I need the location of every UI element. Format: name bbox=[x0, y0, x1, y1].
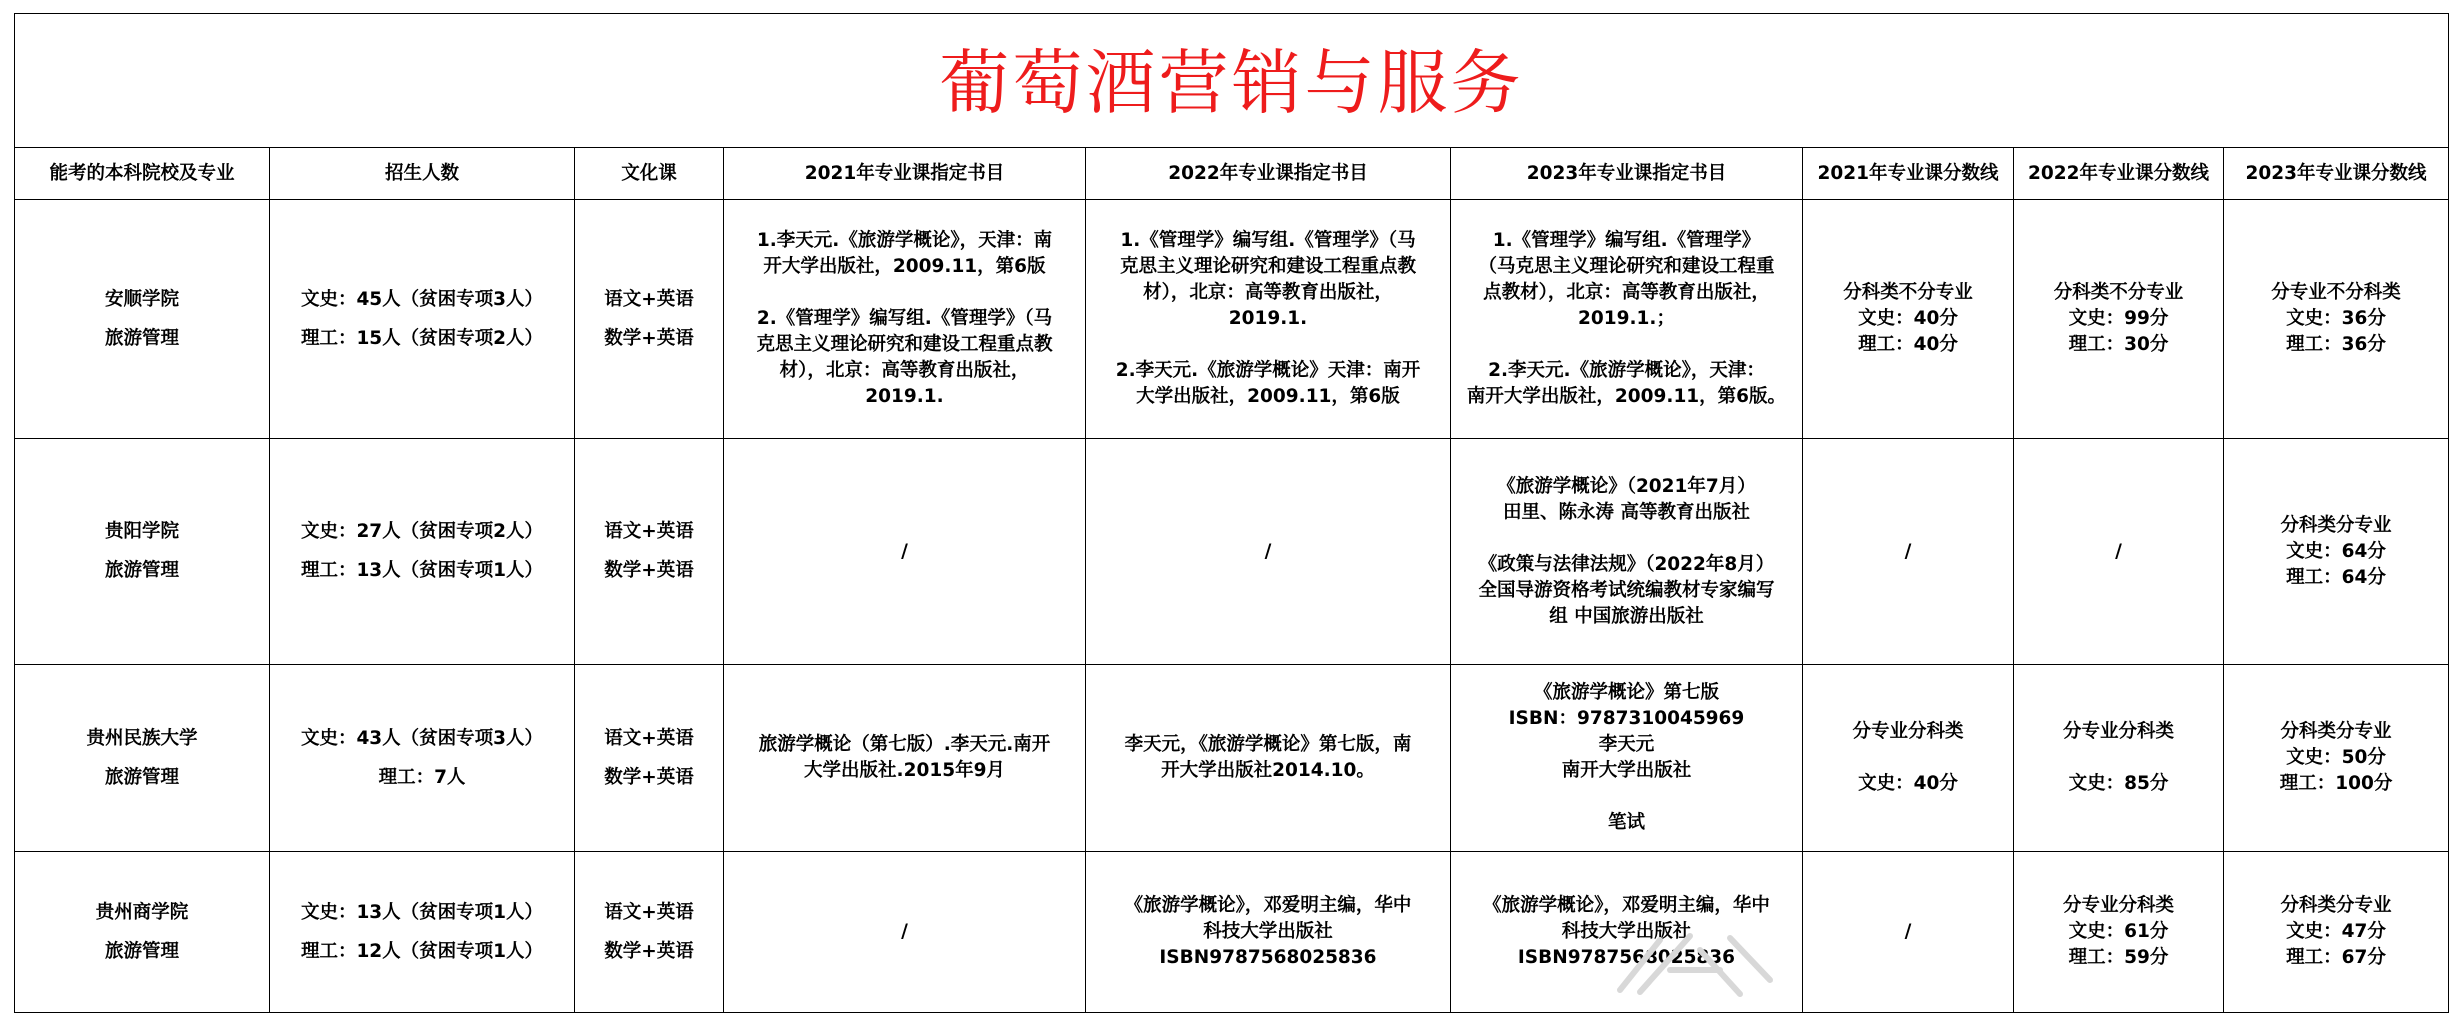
col-header-books-2023: 2023年专业课指定书目 bbox=[1451, 148, 1803, 200]
cell-text-line: 文史：13人（贫困专项1人） bbox=[300, 901, 544, 923]
cell-text-line: 理工：7人 bbox=[378, 766, 466, 788]
cell-text-line: 1.李天元.《旅游学概论》，天津：南 bbox=[756, 230, 1053, 251]
cell-text-line: 2.《管理学》编写组.《管理学》（马 bbox=[756, 308, 1053, 329]
score-2022-cell bbox=[2014, 665, 2224, 852]
cell-text-line: 李天元，《旅游学概论》第七版，南 bbox=[1124, 734, 1412, 755]
cell-text-line: 贵州民族大学 bbox=[86, 727, 198, 749]
line-spacer bbox=[1809, 745, 2007, 771]
cell-text-line: 《旅游学概论》（2021年7月） bbox=[1497, 475, 1756, 497]
score-2023-cell bbox=[2224, 439, 2449, 665]
cell-text-line: 文史：47分 bbox=[2286, 921, 2386, 942]
books-2021-cell bbox=[724, 852, 1086, 1013]
cell-text-line: 克思主义理论研究和建设工程重点教 bbox=[1119, 256, 1416, 277]
cell-text-line: 材），北京：高等教育出版社， bbox=[1143, 282, 1393, 303]
cell-text-line: 分科类不分专业 bbox=[2053, 282, 2184, 303]
cell-text-line: 语文+英语 bbox=[604, 901, 694, 923]
subjects-cell bbox=[575, 665, 724, 852]
cell-text-line: 理工：12人（贫困专项1人） bbox=[300, 940, 544, 962]
cell-text-line: 《旅游学概论》，邓爱明主编，华中 bbox=[1124, 895, 1412, 916]
line-spacer bbox=[730, 280, 1079, 306]
score-2022-cell bbox=[2014, 200, 2224, 439]
col-header-books-2022: 2022年专业课指定书目 bbox=[1086, 148, 1451, 200]
cell-text-line: 文史：50分 bbox=[2286, 747, 2386, 768]
cell-text-line: 分科类不分专业 bbox=[1843, 282, 1973, 303]
score-2023-cell bbox=[2224, 200, 2449, 439]
col-header-score-2021: 2021年专业课分数线 bbox=[1803, 148, 2014, 200]
score-2021-cell bbox=[1803, 665, 2014, 852]
cell-text-line: 数学+英语 bbox=[604, 327, 694, 349]
school-cell bbox=[15, 852, 270, 1013]
score-2021-cell bbox=[1803, 200, 2014, 439]
cell-text-line: 文史：99分 bbox=[2068, 308, 2169, 329]
cell-text-line: 分科类分专业 bbox=[2280, 514, 2392, 536]
cell-text-line: 克思主义理论研究和建设工程重点教 bbox=[756, 334, 1053, 355]
cell-text-line: ISBN：9787310045969 bbox=[1508, 708, 1745, 729]
cell-text-line: 数学+英语 bbox=[604, 766, 694, 788]
cell-text-line: 科技大学出版社 bbox=[1203, 921, 1333, 942]
col-header-books-2021: 2021年专业课指定书目 bbox=[724, 148, 1086, 200]
cell-text-line: 笔试 bbox=[1607, 812, 1645, 833]
cell-text-line: 旅游管理 bbox=[104, 327, 179, 349]
cell-text-line: 南开大学出版社，2009.11，第6版。 bbox=[1466, 386, 1787, 407]
table-row bbox=[15, 439, 2449, 665]
line-spacer bbox=[1092, 332, 1444, 358]
cell-text-line: 文史：45人（贫困专项3人） bbox=[300, 288, 544, 310]
subjects-cell bbox=[575, 439, 724, 665]
books-2021-cell bbox=[724, 439, 1086, 665]
books-2023-cell bbox=[1451, 439, 1803, 665]
enrollment-cell bbox=[270, 200, 575, 439]
books-2023-cell bbox=[1451, 200, 1803, 439]
cell-text-line: 理工：40分 bbox=[1858, 334, 1958, 355]
cell-text-line: / bbox=[901, 540, 908, 562]
cell-text-line: 旅游管理 bbox=[104, 766, 179, 788]
cell-text-line: ISBN9787568025836 bbox=[1159, 947, 1377, 968]
col-header-culture-subjects: 文化课 bbox=[575, 148, 724, 200]
cell-text-line: 文史：43人（贫困专项3人） bbox=[300, 727, 544, 749]
cell-text-line: 分专业分科类 bbox=[2062, 895, 2174, 916]
cell-text-line: ISBN9787568025836 bbox=[1517, 947, 1736, 968]
school-cell bbox=[15, 665, 270, 852]
cell-text-line: 2.李天元.《旅游学概论》天津：南开 bbox=[1115, 360, 1421, 381]
cell-text-line: / bbox=[1264, 540, 1272, 562]
cell-text-line: 语文+英语 bbox=[604, 288, 694, 310]
cell-text-line: 安顺学院 bbox=[104, 288, 179, 310]
cell-text-line: 文史：27人（贫困专项2人） bbox=[300, 521, 544, 542]
cell-text-line: / bbox=[1904, 540, 1912, 562]
cell-text-line: 贵阳学院 bbox=[104, 521, 179, 542]
books-2023-cell bbox=[1451, 852, 1803, 1013]
cell-text-line: 分专业不分科类 bbox=[2271, 282, 2401, 303]
cell-text-line: 1.《管理学》编写组.《管理学》 bbox=[1492, 230, 1761, 251]
cell-text-line: 分专业分科类 bbox=[2062, 721, 2174, 742]
score-2022-cell bbox=[2014, 439, 2224, 665]
cell-text-line: 材），北京：高等教育出版社， bbox=[779, 360, 1030, 381]
table-row bbox=[15, 665, 2449, 852]
cell-text-line: 大学出版社，2009.11，第6版 bbox=[1136, 386, 1400, 407]
cell-text-line: 分科类分专业 bbox=[2280, 895, 2392, 916]
books-2023-cell bbox=[1451, 665, 1803, 852]
cell-text-line: 语文+英语 bbox=[604, 727, 694, 749]
cell-text-line: 文史：85分 bbox=[2068, 773, 2169, 794]
col-header-enrollment: 招生人数 bbox=[270, 148, 575, 200]
score-2022-cell bbox=[2014, 852, 2224, 1013]
cell-text-line: 大学出版社.2015年9月 bbox=[804, 760, 1005, 781]
cell-text-line: 《旅游学概论》第七版 bbox=[1533, 682, 1719, 703]
title-cell bbox=[15, 14, 2449, 148]
books-2022-cell bbox=[1086, 665, 1451, 852]
score-2023-cell bbox=[2224, 665, 2449, 852]
cell-text-line: 《政策与法律法规》（2022年8月） bbox=[1478, 553, 1775, 575]
cell-text-line: / bbox=[1904, 921, 1912, 942]
table-row bbox=[15, 200, 2449, 439]
cell-text-line: 田里、陈永涛 高等教育出版社 bbox=[1503, 501, 1750, 523]
score-2021-cell bbox=[1803, 439, 2014, 665]
cell-text-line: 旅游管理 bbox=[104, 560, 179, 581]
cell-text-line: 开大学出版社，2009.11，第6版 bbox=[763, 256, 1046, 277]
cell-text-line: 文史：40分 bbox=[1858, 308, 1958, 329]
cell-text-line: 开大学出版社2014.10。 bbox=[1161, 760, 1375, 781]
cell-text-line: 旅游学概论（第七版）.李天元.南开 bbox=[758, 734, 1051, 755]
cell-text-line: 分专业分科类 bbox=[1852, 721, 1964, 742]
books-2021-cell bbox=[724, 665, 1086, 852]
admission-table bbox=[14, 13, 2449, 1013]
cell-text-line: 2019.1. bbox=[865, 386, 944, 407]
cell-text-line: 组 中国旅游出版社 bbox=[1549, 605, 1704, 627]
line-spacer bbox=[1457, 784, 1796, 810]
cell-text-line: / bbox=[2115, 540, 2122, 562]
cell-text-line: 理工：15人（贫困专项2人） bbox=[300, 327, 544, 349]
cell-text-line: 文史：40分 bbox=[1858, 773, 1958, 794]
line-spacer bbox=[2020, 745, 2217, 771]
table-row bbox=[15, 852, 2449, 1013]
cell-text-line: 2.李天元.《旅游学概论》，天津： bbox=[1488, 360, 1765, 381]
cell-text-line: 理工：67分 bbox=[2286, 947, 2386, 968]
cell-text-line: 数学+英语 bbox=[604, 940, 694, 962]
cell-text-line: 科技大学出版社 bbox=[1561, 921, 1692, 942]
col-header-school: 能考的本科院校及专业 bbox=[15, 148, 270, 200]
cell-text-line: 理工：30分 bbox=[2068, 334, 2169, 355]
cell-text-line: 旅游管理 bbox=[104, 940, 179, 962]
enrollment-cell bbox=[270, 665, 575, 852]
cell-text-line: 1.《管理学》编写组.《管理学》（马 bbox=[1120, 230, 1416, 251]
page-title: 葡萄酒营销与服务 bbox=[939, 41, 1524, 124]
cell-text-line: 文史：61分 bbox=[2068, 921, 2169, 942]
books-2022-cell bbox=[1086, 200, 1451, 439]
cell-text-line: 理工：36分 bbox=[2286, 334, 2386, 355]
cell-text-line: 2019.1.； bbox=[1578, 308, 1675, 329]
header-row bbox=[15, 148, 2449, 200]
score-2023-cell bbox=[2224, 852, 2449, 1013]
enrollment-cell bbox=[270, 852, 575, 1013]
cell-text-line: 分科类分专业 bbox=[2280, 721, 2392, 742]
school-cell bbox=[15, 200, 270, 439]
cell-text-line: 文史：64分 bbox=[2286, 540, 2386, 562]
col-header-score-2022: 2022年专业课分数线 bbox=[2014, 148, 2224, 200]
cell-text-line: 数学+英语 bbox=[604, 560, 694, 581]
cell-text-line: （马克思主义理论研究和建设工程重 bbox=[1478, 256, 1775, 277]
cell-text-line: 语文+英语 bbox=[604, 521, 694, 542]
cell-text-line: 理工：59分 bbox=[2068, 947, 2169, 968]
line-spacer bbox=[1457, 526, 1796, 552]
cell-text-line: 理工：64分 bbox=[2286, 566, 2386, 588]
books-2021-cell bbox=[724, 200, 1086, 439]
line-spacer bbox=[1457, 332, 1796, 358]
col-header-score-2023: 2023年专业课分数线 bbox=[2224, 148, 2449, 200]
cell-text-line: 南开大学出版社 bbox=[1561, 760, 1692, 781]
cell-text-line: 贵州商学院 bbox=[95, 901, 189, 923]
subjects-cell bbox=[575, 200, 724, 439]
cell-text-line: 2019.1. bbox=[1228, 308, 1308, 329]
cell-text-line: 全国导游资格考试统编教材专家编写 bbox=[1478, 579, 1775, 601]
cell-text-line: / bbox=[901, 921, 908, 942]
cell-text-line: 理工：13人（贫困专项1人） bbox=[300, 560, 544, 581]
books-2022-cell bbox=[1086, 852, 1451, 1013]
cell-text-line: 文史：36分 bbox=[2286, 308, 2386, 329]
cell-text-line: 《旅游学概论》，邓爱明主编，华中 bbox=[1483, 895, 1770, 916]
score-2021-cell bbox=[1803, 852, 2014, 1013]
books-2022-cell bbox=[1086, 439, 1451, 665]
subjects-cell bbox=[575, 852, 724, 1013]
school-cell bbox=[15, 439, 270, 665]
cell-text-line: 点教材），北京：高等教育出版社， bbox=[1483, 282, 1770, 303]
cell-text-line: 理工：100分 bbox=[2279, 773, 2393, 794]
enrollment-cell bbox=[270, 439, 575, 665]
cell-text-line: 李天元 bbox=[1598, 734, 1655, 755]
